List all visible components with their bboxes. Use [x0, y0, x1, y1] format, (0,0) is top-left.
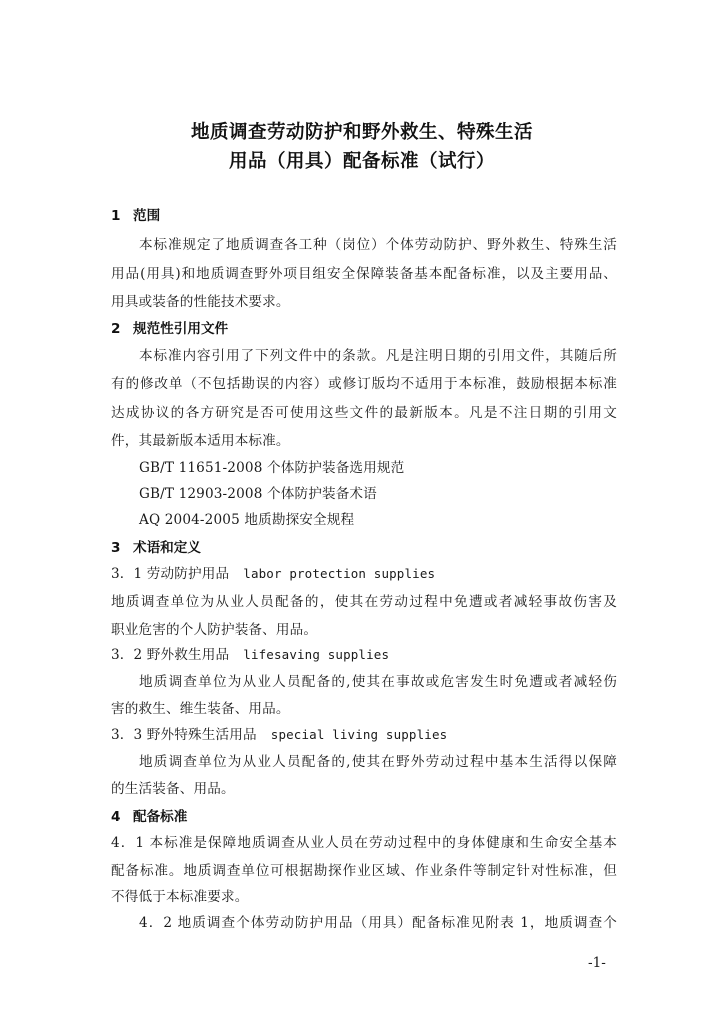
section-number: 2 [111, 321, 121, 337]
document-title-line-1: 地质调查劳动防护和野外救生、特殊生活 [190, 122, 533, 143]
term-3-1 [111, 565, 617, 583]
page-number: -1- [588, 955, 606, 971]
reference-item: AQ 2004-2005 地质勘探安全规程 [139, 512, 355, 528]
section-title: 术语和定义 [133, 540, 201, 556]
term-label: 3．3 野外特殊生活用品 [111, 727, 257, 743]
paragraph-line: 配备标准。地质调查单位可根据勘探作业区域、作业条件等制定针对性标准，但 [111, 863, 617, 879]
section-title: 配备标准 [133, 809, 188, 825]
section-number: 1 [111, 208, 121, 224]
paragraph-line: 害的救生、维生装备、用品。 [111, 701, 290, 717]
paragraph-line: 件，其最新版本适用本标准。 [111, 433, 290, 449]
paragraph-line: 4．1 本标准是保障地质调查从业人员在劳动过程中的身体健康和生命安全基本 [111, 835, 617, 851]
document-title-line-2: 用品（用具）配备标准（试行） [228, 151, 495, 172]
paragraph-line: 4．2 地质调查个体劳动防护用品（用具）配备标准见附表 1，地质调查个 [139, 915, 617, 931]
paragraph-line: 地质调查单位为从业人员配备的,使其在野外劳动过程中基本生活得以保障 [139, 754, 617, 770]
reference-item: GB/T 11651-2008 个体防护装备选用规范 [139, 460, 405, 476]
paragraph-line: 用具或装备的性能技术要求。 [111, 294, 290, 310]
section-number: 3 [111, 540, 121, 556]
term-english: labor protection supplies [243, 566, 436, 581]
section-title: 范围 [133, 208, 161, 224]
term-3-2 [111, 646, 617, 664]
term-label: 3．2 野外救生用品 [111, 647, 230, 663]
paragraph-line: 地质调查单位为从业人员配备的,使其在事故或危害发生时免遭或者减轻伤 [139, 674, 617, 690]
paragraph-line: 职业危害的个人防护装备、用品。 [111, 622, 318, 638]
paragraph-line: 本标准规定了地质调查各工种（岗位）个体劳动防护、野外救生、特殊生活 [139, 237, 617, 253]
section-2-heading [111, 320, 228, 338]
paragraph-line: 的生活装备、用品。 [111, 781, 235, 797]
paragraph-line: 不得低于本标准要求。 [111, 889, 249, 905]
section-1-heading [111, 207, 160, 225]
paragraph-line: 地质调查单位为从业人员配备的，使其在劳动过程中免遭或者减轻事故伤害及 [111, 594, 617, 610]
paragraph-line: 用品(用具)和地质调查野外项目组安全保障装备基本配备标准，以及主要用品、 [111, 266, 617, 282]
paragraph-line: 有的修改单（不包括勘误的内容）或修订版均不适用于本标准，鼓励根据本标准 [111, 376, 617, 392]
paragraph-line: 本标准内容引用了下列文件中的条款。凡是注明日期的引用文件，其随后所 [139, 348, 617, 364]
section-3-heading [111, 539, 201, 557]
term-3-3 [111, 726, 617, 744]
reference-item: GB/T 12903-2008 个体防护装备术语 [139, 486, 377, 502]
paragraph-line: 达成协议的各方研究是否可使用这些文件的最新版本。凡是不注日期的引用文 [111, 405, 617, 421]
section-4-heading [111, 808, 187, 826]
term-english: lifesaving supplies [243, 647, 390, 662]
section-title: 规范性引用文件 [133, 321, 229, 337]
term-label: 3．1 劳动防护用品 [111, 566, 230, 582]
section-number: 4 [111, 809, 121, 825]
term-english: special living supplies [270, 727, 448, 742]
